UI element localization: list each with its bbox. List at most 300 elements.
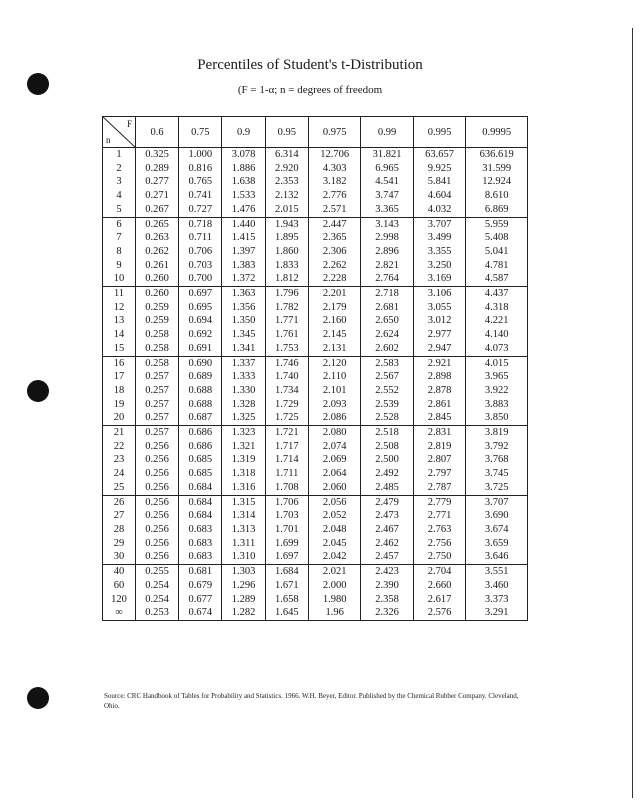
t-value: 1.328: [231, 398, 256, 410]
t-value: 0.256: [145, 440, 169, 452]
t-value: 2.750: [427, 551, 452, 563]
source-citation: Source: CRC Handbook of Tables for Probability and Statistics. 1966. W.H. Beyer, Editor. Published by the Chemical Rubber Company. Cleveland, Ohio.: [104, 692, 519, 710]
percentile-cell: [466, 565, 528, 621]
t-value: 5.041: [484, 245, 509, 257]
t-value: 1.440: [231, 218, 256, 230]
t-value: 0.679: [188, 579, 213, 591]
percentile-cell: [466, 495, 528, 565]
t-value: 1.703: [275, 510, 299, 522]
percentile-cell: [136, 495, 179, 565]
table-body: [103, 148, 528, 621]
punch-hole-top: [27, 73, 49, 95]
row-group: [103, 495, 528, 565]
t-value: 1.943: [275, 218, 299, 230]
t-value: 2.508: [375, 440, 399, 452]
t-value: 2.718: [375, 288, 399, 300]
t-value: 0.684: [188, 496, 213, 508]
corner-cell: [103, 117, 136, 148]
t-value: 1.812: [275, 273, 299, 285]
t-value: 1.980: [322, 593, 347, 605]
t-value: 0.260: [145, 273, 169, 285]
t-value: 1.372: [231, 273, 256, 285]
t-value: 0.256: [145, 468, 169, 480]
t-value: 5.841: [427, 176, 452, 188]
t-value: 2.423: [375, 566, 399, 578]
t-value: 1.714: [275, 454, 299, 466]
t-value: 0.267: [145, 203, 169, 215]
t-value: 3.355: [427, 245, 452, 257]
t-value: 3.674: [484, 523, 509, 535]
t-value: 4.221: [484, 315, 509, 327]
t-value: 2.576: [427, 607, 452, 619]
t-value: 2.500: [375, 454, 399, 466]
t-value: 1.350: [231, 315, 256, 327]
t-value: 0.256: [145, 537, 169, 549]
degrees-of-freedom-value: 17: [113, 371, 125, 383]
t-value: 1.671: [275, 579, 299, 591]
row-group: [103, 565, 528, 621]
percentile-cell: [413, 287, 465, 357]
t-value: 2.921: [427, 357, 452, 369]
degrees-of-freedom-value: 26: [113, 496, 125, 508]
percentile-cell: [222, 565, 265, 621]
t-value: 3.850: [484, 412, 509, 424]
percentile-cell: [136, 426, 179, 496]
t-value: 2.552: [375, 384, 399, 396]
degrees-of-freedom-cell: [103, 148, 136, 218]
percentile-cell: [222, 495, 265, 565]
t-value: 6.314: [275, 149, 299, 160]
column-header: 0.995: [413, 117, 465, 148]
t-value: 2.518: [375, 427, 399, 439]
t-value: 2.764: [375, 273, 399, 285]
t-value: 2.069: [322, 454, 347, 466]
t-value: 0.254: [145, 593, 169, 605]
t-value: 1.319: [231, 454, 256, 466]
t-value: 5.408: [484, 232, 509, 244]
t-value: 2.228: [322, 273, 347, 285]
t-value: 0.677: [188, 593, 213, 605]
corner-n-label: n: [106, 135, 111, 145]
degrees-of-freedom-value: 30: [113, 551, 125, 563]
column-header: 0.9995: [466, 117, 528, 148]
t-value: 2.042: [322, 551, 347, 563]
t-value: 2.485: [375, 481, 399, 493]
t-value: 5.959: [484, 218, 509, 230]
t-value: 2.998: [375, 232, 399, 244]
percentile-cell: [413, 495, 465, 565]
t-value: 1.708: [275, 481, 299, 493]
t-value: 2.920: [275, 162, 299, 174]
t-value: 0.289: [145, 162, 169, 174]
t-value: 0.256: [145, 523, 169, 535]
t-value: 3.646: [484, 551, 509, 563]
t-value: 1.706: [275, 496, 299, 508]
t-value: 2.898: [427, 371, 452, 383]
t-value: 0.257: [145, 412, 169, 424]
t-value: 2.101: [322, 384, 347, 396]
t-value: 1.313: [231, 523, 256, 535]
t-value: 2.571: [322, 203, 347, 215]
t-value: 1.337: [231, 357, 256, 369]
degrees-of-freedom-value: 11: [113, 288, 125, 300]
t-value: 2.567: [375, 371, 399, 383]
degrees-of-freedom-value: 5: [116, 203, 122, 215]
t-value: 2.086: [322, 412, 347, 424]
t-value: 0.686: [188, 427, 213, 439]
t-value: 4.781: [484, 259, 509, 271]
t-value: 2.479: [375, 496, 399, 508]
t-value: 3.707: [484, 496, 509, 508]
t-value: 0.257: [145, 371, 169, 383]
t-value: 4.437: [484, 288, 509, 300]
t-value: 2.473: [375, 510, 399, 522]
t-value: 0.690: [188, 357, 213, 369]
percentile-cell: [308, 287, 360, 357]
t-value: 2.845: [427, 412, 452, 424]
t-value: 4.032: [427, 203, 452, 215]
t-value: 3.659: [484, 537, 509, 549]
t-value: 0.741: [188, 190, 213, 202]
t-value: 1.697: [275, 551, 299, 563]
t-value: 2.583: [375, 357, 399, 369]
t-value: 2.821: [375, 259, 399, 271]
t-value: 3.768: [484, 454, 509, 466]
degrees-of-freedom-value: 120: [111, 593, 127, 605]
percentile-cell: [136, 287, 179, 357]
t-value: 1.345: [231, 329, 256, 341]
t-value: 1.886: [231, 162, 256, 174]
t-value: 1.330: [231, 384, 256, 396]
percentile-cell: [265, 426, 308, 496]
t-value: 1.311: [231, 537, 256, 549]
t-value: 1.356: [231, 301, 256, 313]
punch-hole-bottom: [27, 687, 49, 709]
t-value: 1.315: [231, 496, 256, 508]
degrees-of-freedom-value: 28: [113, 523, 125, 535]
t-value: 1.533: [231, 190, 256, 202]
t-value: 3.747: [375, 190, 399, 202]
t-value: 0.263: [145, 232, 169, 244]
t-value: 1.323: [231, 427, 256, 439]
t-value: 2.807: [427, 454, 452, 466]
percentile-cell: [361, 426, 413, 496]
t-value: 0.685: [188, 454, 213, 466]
percentile-cell: [413, 426, 465, 496]
t-value: 0.258: [145, 329, 169, 341]
t-value: 0.261: [145, 259, 169, 271]
degrees-of-freedom-value: 13: [113, 315, 125, 327]
t-value: 2.878: [427, 384, 452, 396]
t-value: 9.925: [427, 162, 452, 174]
t-value: 2.467: [375, 523, 399, 535]
t-value: 1.296: [231, 579, 256, 591]
t-value: 2.457: [375, 551, 399, 563]
header-row: [103, 117, 528, 148]
percentile-cell: [361, 287, 413, 357]
t-value: 0.685: [188, 468, 213, 480]
t-value: 2.896: [375, 245, 399, 257]
t-value: 0.711: [188, 232, 212, 244]
degrees-of-freedom-value: 24: [113, 468, 125, 480]
t-value: 2.358: [375, 593, 399, 605]
t-value: 2.861: [427, 398, 452, 410]
t-value: 1.000: [188, 149, 213, 160]
column-header: 0.6: [136, 117, 179, 148]
t-value: 4.140: [484, 329, 509, 341]
t-value: 3.012: [427, 315, 452, 327]
degrees-of-freedom-value: 3: [116, 176, 122, 188]
t-value: 0.727: [188, 203, 213, 215]
percentile-cell: [179, 356, 222, 426]
t-value: 0.325: [145, 149, 169, 160]
degrees-of-freedom-value: 22: [113, 440, 125, 452]
t-value: 1.476: [231, 203, 256, 215]
degrees-of-freedom-value: 23: [113, 454, 125, 466]
t-value: 6.869: [484, 203, 509, 215]
t-value: 2.602: [375, 342, 399, 354]
t-value: 2.056: [322, 496, 347, 508]
t-value: 0.688: [188, 384, 213, 396]
degrees-of-freedom-value: 10: [113, 273, 125, 285]
t-value: 0.674: [188, 607, 213, 619]
t-value: 2.763: [427, 523, 452, 535]
degrees-of-freedom-value: 29: [113, 537, 125, 549]
t-value: 1.684: [275, 566, 299, 578]
percentile-cell: [136, 565, 179, 621]
t-value: 3.499: [427, 232, 452, 244]
t-value: 0.718: [188, 218, 213, 230]
t-value: 2.021: [322, 566, 347, 578]
t-value: 3.055: [427, 301, 452, 313]
t-value: 0.683: [188, 523, 213, 535]
t-value: 1.314: [231, 510, 256, 522]
t-value: 3.169: [427, 273, 452, 285]
t-value: 2.045: [322, 537, 347, 549]
t-value: 1.303: [231, 566, 256, 578]
t-value: 1.383: [231, 259, 256, 271]
percentile-cell: [265, 356, 308, 426]
degrees-of-freedom-cell: [103, 356, 136, 426]
t-value: 1.397: [231, 245, 256, 257]
degrees-of-freedom-value: 25: [113, 481, 125, 493]
t-value: 0.257: [145, 427, 169, 439]
t-value: 1.895: [275, 232, 299, 244]
t-value: 0.262: [145, 245, 169, 257]
t-value: 1.782: [275, 301, 299, 313]
t-value: 2.145: [322, 329, 347, 341]
t-value: 2.447: [322, 218, 347, 230]
t-value: 31.821: [372, 149, 402, 160]
t-distribution-table: [102, 116, 528, 621]
t-value: 0.260: [145, 288, 169, 300]
t-value: 0.277: [145, 176, 169, 188]
t-value: 3.551: [484, 566, 509, 578]
t-value: 0.697: [188, 288, 213, 300]
t-value: 4.541: [375, 176, 399, 188]
page-edge-line: [632, 28, 633, 798]
degrees-of-freedom-value: 1: [116, 149, 122, 160]
t-value: 2.492: [375, 468, 399, 480]
percentile-cell: [361, 356, 413, 426]
percentile-cell: [136, 356, 179, 426]
percentile-cell: [265, 287, 308, 357]
t-value: 1.341: [231, 342, 256, 354]
degrees-of-freedom-cell: [103, 217, 136, 287]
t-value: 0.706: [188, 245, 213, 257]
t-value: 2.947: [427, 342, 452, 354]
t-value: 2.074: [322, 440, 347, 452]
t-value: 0.684: [188, 481, 213, 493]
t-value: 2.390: [375, 579, 399, 591]
t-value: 1.363: [231, 288, 256, 300]
t-value: 0.688: [188, 398, 213, 410]
column-header: 0.975: [308, 117, 360, 148]
t-value: 2.462: [375, 537, 399, 549]
t-value: 2.052: [322, 510, 347, 522]
t-value: 2.110: [323, 371, 347, 383]
t-value: 0.681: [188, 566, 213, 578]
t-value: 2.160: [322, 315, 347, 327]
t-value: 3.819: [484, 427, 509, 439]
t-value: 1.796: [275, 288, 299, 300]
t-value: 0.689: [188, 371, 213, 383]
degrees-of-freedom-value: 16: [113, 357, 125, 369]
t-value: 3.182: [322, 176, 347, 188]
percentile-cell: [308, 356, 360, 426]
t-value: 1.721: [275, 427, 299, 439]
t-value: 1.701: [275, 523, 299, 535]
t-value: 1.289: [231, 593, 256, 605]
t-value: 1.415: [231, 232, 256, 244]
percentile-cell: [136, 217, 179, 287]
t-value: 1.746: [275, 357, 299, 369]
t-value: 2.756: [427, 537, 452, 549]
t-value: 4.015: [484, 357, 509, 369]
t-value: 2.179: [322, 301, 347, 313]
percentile-cell: [222, 356, 265, 426]
t-value: 3.460: [484, 579, 509, 591]
t-value: 1.318: [231, 468, 256, 480]
percentile-cell: [413, 217, 465, 287]
percentile-cell: [222, 148, 265, 218]
t-value: 2.060: [322, 481, 347, 493]
column-header: 0.95: [265, 117, 308, 148]
t-value: 2.787: [427, 481, 452, 493]
t-value: 12.924: [482, 176, 512, 188]
t-value: 1.771: [275, 315, 299, 327]
t-value: 0.257: [145, 384, 169, 396]
row-group: [103, 426, 528, 496]
t-value: 0.256: [145, 510, 169, 522]
t-value: 12.706: [320, 149, 350, 160]
t-value: 0.253: [145, 607, 169, 619]
t-value: 0.703: [188, 259, 213, 271]
percentile-cell: [265, 565, 308, 621]
t-value: 636.619: [479, 149, 514, 160]
t-value: 31.599: [482, 162, 512, 174]
t-value: 3.725: [484, 481, 509, 493]
t-value: 1.761: [275, 329, 299, 341]
percentile-cell: [466, 356, 528, 426]
percentile-cell: [466, 287, 528, 357]
punch-hole-middle: [27, 380, 49, 402]
t-value: 0.254: [145, 579, 169, 591]
t-value: 4.604: [427, 190, 452, 202]
t-value: 2.660: [427, 579, 452, 591]
t-value: 0.765: [188, 176, 213, 188]
t-value: 2.776: [322, 190, 347, 202]
percentile-cell: [222, 217, 265, 287]
percentile-cell: [413, 565, 465, 621]
row-group: [103, 148, 528, 218]
row-group: [103, 217, 528, 287]
t-value: 3.250: [427, 259, 452, 271]
t-value: 1.734: [275, 384, 299, 396]
t-value: 2.528: [375, 412, 399, 424]
t-value: 0.258: [145, 357, 169, 369]
t-value: 0.256: [145, 551, 169, 563]
t-value: 2.048: [322, 523, 347, 535]
percentile-cell: [308, 426, 360, 496]
t-value: 2.131: [322, 342, 347, 354]
t-value: 63.657: [425, 149, 454, 160]
t-value: 1.740: [275, 371, 299, 383]
t-value: 1.833: [275, 259, 299, 271]
t-value: 1.753: [275, 342, 299, 354]
t-value: 1.325: [231, 412, 256, 424]
t-value: 2.353: [275, 176, 299, 188]
t-value: 3.745: [484, 468, 509, 480]
percentile-cell: [308, 565, 360, 621]
t-value: 2.326: [375, 607, 399, 619]
t-value: 2.771: [427, 510, 452, 522]
t-value: 2.819: [427, 440, 452, 452]
t-value: 2.306: [322, 245, 347, 257]
percentile-cell: [179, 565, 222, 621]
t-value: 2.617: [427, 593, 452, 605]
t-value: 3.690: [484, 510, 509, 522]
degrees-of-freedom-value: ∞: [115, 607, 123, 619]
t-value: 1.711: [275, 468, 299, 480]
t-value: 0.683: [188, 551, 213, 563]
degrees-of-freedom-value: 7: [116, 232, 122, 244]
t-value: 0.816: [188, 162, 213, 174]
degrees-of-freedom-value: 21: [113, 427, 125, 439]
t-value: 4.318: [484, 301, 509, 313]
percentile-cell: [179, 495, 222, 565]
t-value: 1.333: [231, 371, 256, 383]
corner-f-label: F: [126, 119, 132, 129]
t-value: 1.729: [275, 398, 299, 410]
percentile-cell: [179, 148, 222, 218]
page-title: Percentiles of Student's t-Distribution: [197, 57, 423, 73]
degrees-of-freedom-cell: [103, 426, 136, 496]
t-value: 0.257: [145, 398, 169, 410]
degrees-of-freedom-cell: [103, 287, 136, 357]
t-value: 2.080: [322, 427, 347, 439]
percentile-cell: [466, 148, 528, 218]
t-value: 2.779: [427, 496, 452, 508]
percentile-cell: [265, 495, 308, 565]
t-value: 0.255: [145, 566, 169, 578]
degrees-of-freedom-value: 27: [113, 510, 125, 522]
t-value: 0.700: [188, 273, 213, 285]
t-value: 4.303: [322, 162, 347, 174]
t-value: 0.683: [188, 537, 213, 549]
t-value: 0.691: [188, 342, 213, 354]
t-value: 1.860: [275, 245, 299, 257]
